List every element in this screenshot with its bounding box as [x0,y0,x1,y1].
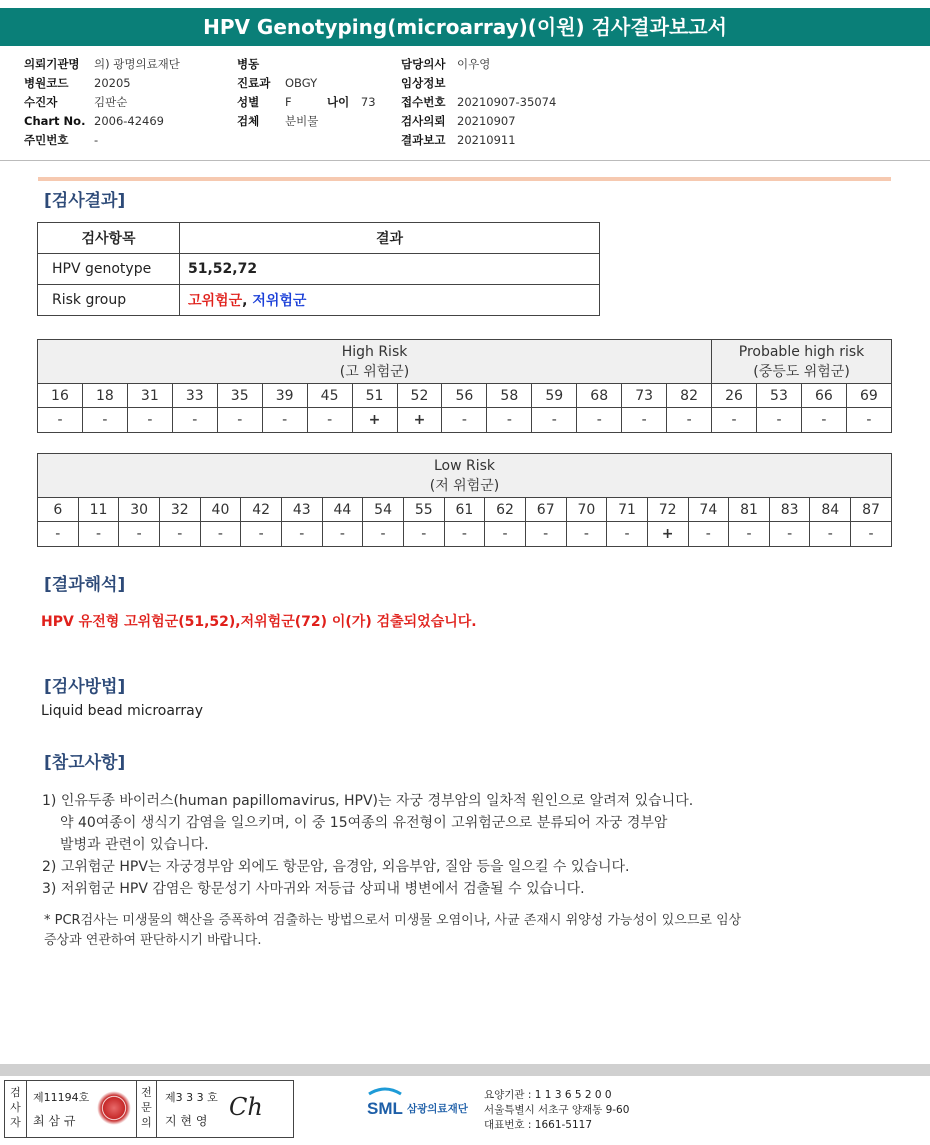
section-divider [38,177,891,181]
risk-group-value [180,285,600,316]
footnote-line: 증상과 연관하여 판단하시기 바랍니다. [44,933,262,948]
result-sign-cell: - [172,408,217,433]
info-row [401,74,556,93]
note-line: 1) 인유두종 바이러스(human papillomavirus, HPV)는 자궁 경부암의 일차적 원인으로 알려져 있습니다. [42,793,694,809]
logo-text: SML [367,1099,403,1118]
genotype-cell: 69 [846,384,891,408]
info-row [401,131,556,150]
info-label: 주민번호 [24,133,69,147]
info-value: - [94,133,99,147]
org-code: 요양기관 : 1 1 3 6 5 2 0 0 [484,1089,612,1101]
high-risk-subtitle: (고 위험군) [339,363,410,380]
result-sign-cell: - [729,522,770,547]
genotype-cell: 53 [757,384,802,408]
result-sign-cell: - [712,408,757,433]
approver-license: 제3 3 3 호 [165,1091,218,1104]
info-row [401,93,556,112]
org-name: 삼광의료재단 [407,1103,468,1115]
info-label: 수진자 [24,95,58,109]
genotype-cell: 26 [712,384,757,408]
genotype-value: 51,52,72 [180,254,600,285]
info-row [401,55,556,74]
result-sign-cell: - [241,522,282,547]
genotype-cell: 61 [444,498,485,522]
genotype-cell: 18 [82,384,127,408]
info-label: Chart No. [24,114,86,128]
result-sign-cell: - [487,408,532,433]
age-field [327,93,376,112]
interpretation-text: HPV 유전형 고위험군(51,52),저위험군(72) 이(가) 검출되었습니다. [41,614,477,630]
signature-box [4,1080,294,1138]
info-label: 결과보고 [401,133,446,147]
info-row [24,93,180,112]
info-label: 병원코드 [24,76,69,90]
result-sign-cell: - [403,522,444,547]
genotype-cell: 84 [810,498,851,522]
genotype-cell: 71 [607,498,648,522]
result-sign-cell: - [217,408,262,433]
genotype-cell: 62 [485,498,526,522]
result-sign-cell: - [159,522,200,547]
genotype-cell: 54 [363,498,404,522]
result-sign-cell: + [397,408,442,433]
high-risk-title: High Risk [341,343,408,360]
high-risk-grid [37,339,892,433]
note-line: 2) 고위험군 HPV는 자궁경부암 외에도 항문암, 음경암, 외음부암, 질암 등을 일으킬 수 있습니다. [42,859,630,875]
info-row [24,55,180,74]
result-sign-cell: - [810,522,851,547]
info-row [24,112,180,131]
patient-info-col3 [401,55,556,150]
signature: Ch [229,1093,263,1121]
result-sign-cell: - [363,522,404,547]
result-sign-cell: + [352,408,397,433]
result-sign-cell: - [200,522,241,547]
result-sign-cell: - [442,408,487,433]
result-sign-cell: - [127,408,172,433]
probable-risk-title: Probable high risk [738,343,865,360]
low-risk-header [38,454,892,498]
info-value: 20210907 [457,114,516,128]
result-sign-cell: - [801,408,846,433]
result-sign-cell: - [769,522,810,547]
result-sign-cell: - [262,408,307,433]
genotype-cell: 44 [322,498,363,522]
info-row [237,74,318,93]
sml-logo-icon [365,1084,483,1128]
genotype-cell: 56 [442,384,487,408]
genotype-cell: 55 [403,498,444,522]
result-sign-cell: - [38,522,79,547]
report-title: HPV Genotyping(microarray)(이원) 검사결과보고서 [0,8,930,46]
approver-cell [157,1081,293,1137]
info-label: 검사의뢰 [401,114,446,128]
patient-info-col2 [237,55,318,131]
approver-name: 지 현 영 [165,1114,208,1128]
info-value: 20210911 [457,133,516,147]
genotype-cell: 67 [525,498,566,522]
result-sign-cell: - [607,522,648,547]
probable-risk-subtitle: (중등도 위험군) [753,363,850,380]
genotype-cell: 51 [352,384,397,408]
approver-label: 전문의 [137,1081,157,1137]
pcr-footnote [44,911,741,951]
info-value: 20210907-35074 [457,95,557,109]
genotype-cell: 45 [307,384,352,408]
info-value: 이우영 [457,57,491,71]
col-header-item: 검사항목 [38,223,180,254]
genotype-cell: 40 [200,498,241,522]
org-phone: 대표번호 : 1661-5117 [484,1119,593,1131]
info-label: 성별 [237,95,260,109]
info-row [237,112,318,131]
genotype-cell: 16 [38,384,83,408]
genotype-cell: 30 [119,498,160,522]
note-line: 약 40여종이 생식기 감염을 일으키며, 이 중 15여종의 유전형이 고위험군으로 분류되어 자궁 경부암 [60,815,668,831]
genotype-cell: 73 [622,384,667,408]
result-sign-cell: - [566,522,607,547]
info-label: 진료과 [237,76,271,90]
genotype-cell: 70 [566,498,607,522]
result-sign-cell: - [307,408,352,433]
genotype-cell: 87 [851,498,892,522]
info-label: 검체 [237,114,260,128]
result-sign-cell: - [322,522,363,547]
inspector-seal-icon [97,1091,131,1125]
genotype-cell: 82 [667,384,712,408]
inspector-name: 최 삼 규 [33,1114,76,1128]
info-row [24,74,180,93]
age-label: 나이 [327,95,350,109]
info-label: 병동 [237,57,260,71]
info-label: 담당의사 [401,57,446,71]
result-sign-cell: - [757,408,802,433]
info-label: 접수번호 [401,95,446,109]
section-interpretation-title: [결과해석] [44,575,126,595]
divider [0,160,930,161]
result-sign-cell: - [667,408,712,433]
col-header-result: 결과 [180,223,600,254]
genotype-cell: 81 [729,498,770,522]
info-value: 20205 [94,76,131,90]
footer-band [0,1064,930,1076]
info-value: 2006-42469 [94,114,164,128]
genotype-cell: 83 [769,498,810,522]
result-sign-cell: + [647,522,688,547]
section-method-title: [검사방법] [44,677,126,697]
info-value: OBGY [285,76,318,90]
info-row [237,93,318,112]
result-sign-cell: - [577,408,622,433]
result-sign-cell: - [281,522,322,547]
result-sign-cell: - [82,408,127,433]
low-risk-grid [37,453,892,547]
risk-sep: , [242,293,253,309]
info-value: 분비물 [285,114,319,128]
patient-info-col1 [24,55,180,150]
note-line: 3) 저위험군 HPV 감염은 항문성기 사마귀와 저등급 상피내 병변에서 검출될 수 있습니다. [42,881,585,897]
info-row [24,131,180,150]
reference-notes [42,790,693,900]
result-sign-cell: - [846,408,891,433]
genotype-cell: 11 [78,498,119,522]
table-row [38,254,600,285]
genotype-cell: 68 [577,384,622,408]
inspector-cell [27,1081,137,1137]
table-row [38,285,600,316]
result-sign-cell: - [622,408,667,433]
genotype-cell: 72 [647,498,688,522]
genotype-cell: 66 [801,384,846,408]
genotype-cell: 32 [159,498,200,522]
result-sign-cell: - [444,522,485,547]
result-sign-cell: - [485,522,526,547]
result-sign-cell: - [525,522,566,547]
org-address: 서울특별시 서초구 양재동 9-60 [484,1104,630,1116]
genotype-cell: 74 [688,498,729,522]
inspector-label: 검사자 [5,1081,27,1137]
note-line: 발병과 관련이 있습니다. [60,837,209,853]
genotype-cell: 43 [281,498,322,522]
section-reference-title: [참고사항] [44,753,126,773]
result-sign-cell: - [688,522,729,547]
footnote-line: * PCR검사는 미생물의 핵산을 증폭하여 검출하는 방법으로서 미생물 오염이나, 사균 존재시 위양성 가능성이 있으므로 임상 [44,913,742,928]
risk-low: 저위험군 [252,293,307,309]
info-row [401,112,556,131]
org-info [484,1088,629,1133]
result-sign-cell: - [38,408,83,433]
info-value: F [285,95,292,109]
genotype-cell: 39 [262,384,307,408]
result-sign-cell: - [532,408,577,433]
sml-logo [365,1084,483,1132]
result-sign-cell: - [78,522,119,547]
genotype-cell: 42 [241,498,282,522]
result-sign-cell: - [851,522,892,547]
result-sign-cell: - [119,522,160,547]
info-value: 김판순 [94,95,128,109]
info-row [237,55,318,74]
risk-group-label: Risk group [38,285,180,316]
age-value: 73 [360,95,376,109]
probable-risk-header [712,340,892,384]
genotype-cell: 35 [217,384,262,408]
info-value: 의) 광명의료재단 [94,57,180,71]
method-text: Liquid bead microarray [41,703,204,719]
low-risk-title: Low Risk [433,457,496,474]
risk-high: 고위험군 [188,293,243,309]
genotype-cell: 52 [397,384,442,408]
info-label: 임상정보 [401,76,446,90]
info-label: 의뢰기관명 [24,57,80,71]
high-risk-header [38,340,712,384]
genotype-label: HPV genotype [38,254,180,285]
low-risk-subtitle: (저 위험군) [429,477,500,494]
section-result-title: [검사결과] [44,191,126,211]
genotype-cell: 59 [532,384,577,408]
genotype-cell: 31 [127,384,172,408]
inspector-license: 제11194호 [33,1091,90,1104]
result-table [37,222,600,316]
genotype-cell: 33 [172,384,217,408]
genotype-cell: 6 [38,498,79,522]
genotype-cell: 58 [487,384,532,408]
